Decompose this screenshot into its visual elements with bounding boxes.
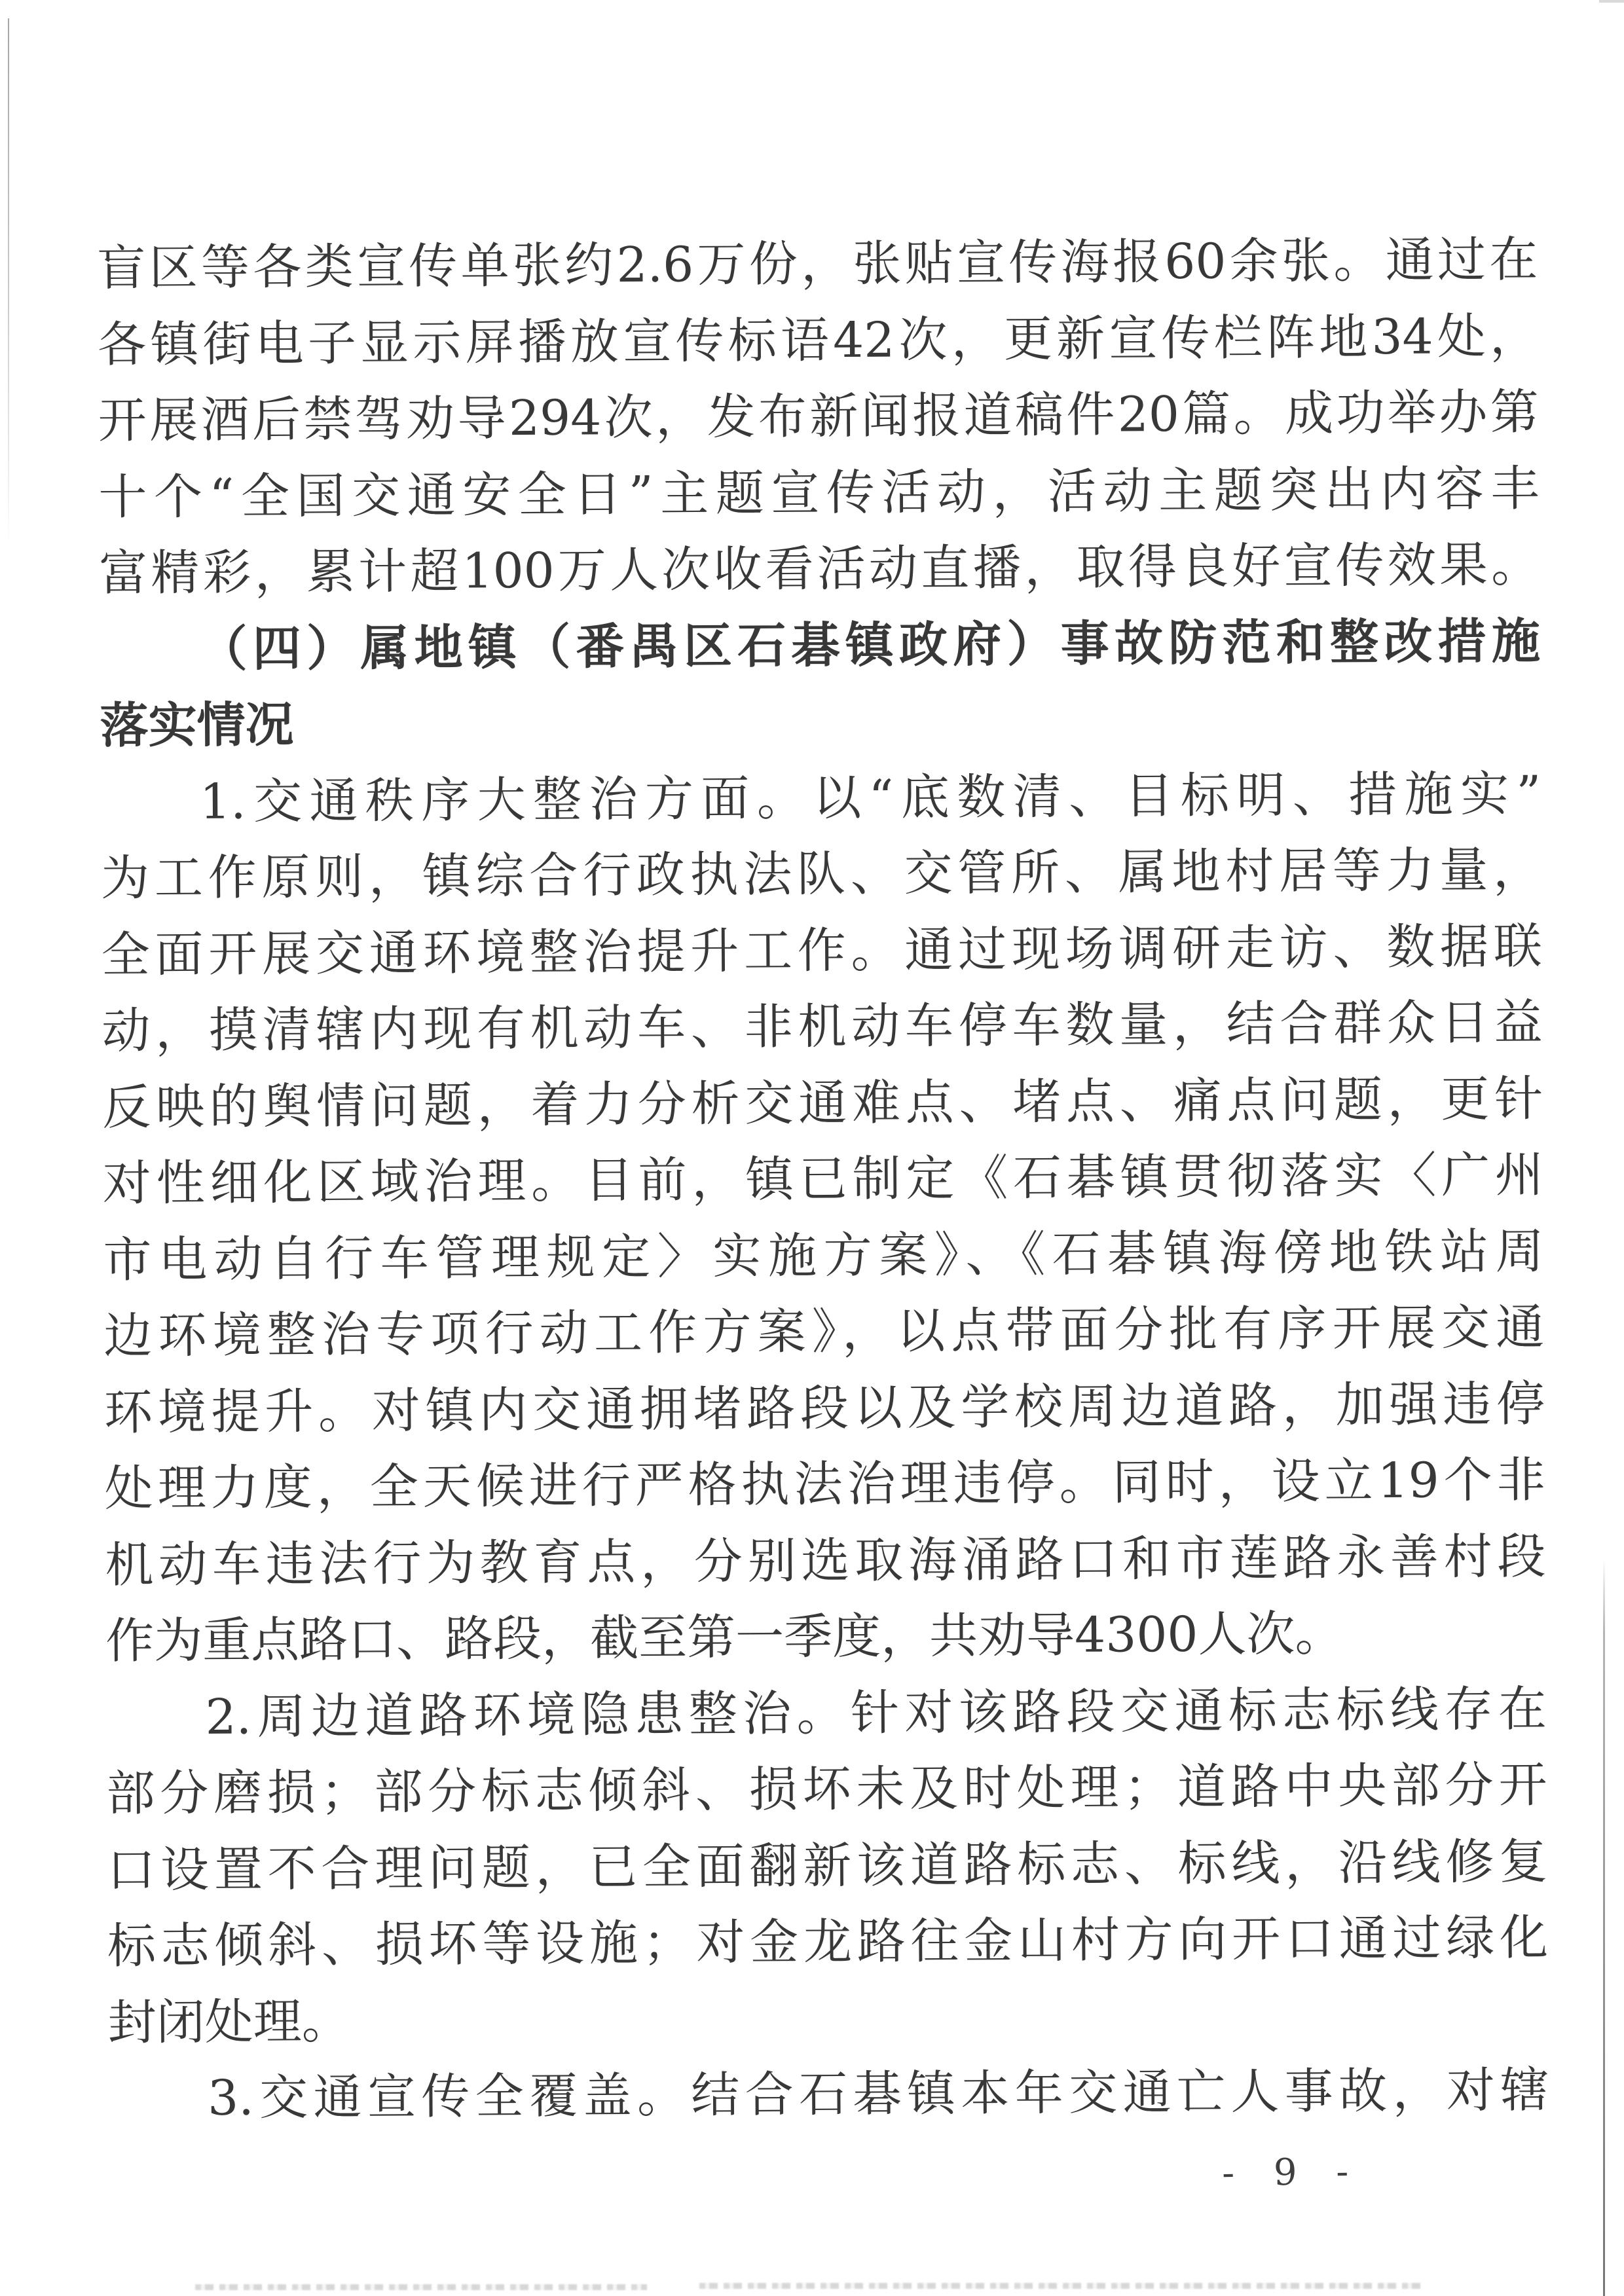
body-line: 全面开展交通环境整治提升工作。通过现场调研走访、数据联 xyxy=(101,918,1542,983)
bleed-through-text-strip xyxy=(699,2283,1426,2289)
scan-edge-line-right xyxy=(1603,1558,1605,2296)
body-line: 开展酒后禁驾劝导294次，发布新闻报道稿件20篇。成功举办第 xyxy=(98,384,1539,449)
section-heading-line: 落实情况 xyxy=(100,697,294,754)
body-line: 动，摸清辖内现有机动车、非机动车停车数量，结合群众日益 xyxy=(101,994,1543,1059)
body-line: 富精彩，累计超100万人次收看活动直播，取得良好宣传效果。 xyxy=(98,536,1540,602)
body-line: 盲区等各类宣传单张约2.6万份，张贴宣传海报60余张。通过在 xyxy=(97,231,1538,297)
body-line: 封闭处理。 xyxy=(107,1993,350,2051)
body-line: 1.交通秩序大整治方面。以“底数清、目标明、措施实” xyxy=(199,765,1541,830)
body-line: 3.交通宣传全覆盖。结合石碁镇本年交通亡人事故，对辖 xyxy=(207,2062,1549,2127)
body-line: 十个“全国交通安全日”主题宣传活动，活动主题突出内容丰 xyxy=(98,460,1540,526)
body-line: 边环境整治专项行动工作方案》，以点带面分批有序开展交通 xyxy=(103,1299,1545,1364)
body-line: 口设置不合理问题，已全面翻新该道路标志、标线，沿线修复 xyxy=(107,1833,1548,1899)
body-line: 各镇街电子显示屏播放宣传标语42次，更新宣传栏阵地34处， xyxy=(97,308,1539,373)
page-number: - 9 - xyxy=(1221,2150,1354,2195)
bleed-through-text-strip xyxy=(195,2284,647,2290)
body-line: 对性细化区域治理。目前，镇已制定《石碁镇贯彻落实〈广州 xyxy=(102,1146,1544,1212)
section-heading-line: （四）属地镇（番禺区石碁镇政府）事故防范和整改措施 xyxy=(198,613,1541,678)
scan-mark-top-right xyxy=(1599,0,1624,3)
body-line: 作为重点路口、路段，截至第一季度，共劝导4300人次。 xyxy=(105,1605,1344,1669)
body-line: 为工作原则，镇综合行政执法队、交管所、属地村居等力量， xyxy=(100,841,1542,907)
body-line: 反映的舆情问题，着力分析交通难点、堵点、痛点问题，更针 xyxy=(101,1070,1543,1136)
body-line: 2.周边道路环境隐患整治。针对该路段交通标志标线存在 xyxy=(205,1681,1547,1745)
body-line: 环境提升。对镇内交通拥堵路段以及学校周边道路，加强违停 xyxy=(103,1376,1545,1441)
body-line: 部分磨损；部分标志倾斜、损坏未及时处理；道路中央部分开 xyxy=(106,1757,1547,1822)
body-line: 标志倾斜、损坏等设施；对金龙路往金山村方向开口通过绿化 xyxy=(107,1909,1549,1975)
body-line: 机动车违法行为教育点，分别选取海涌路口和市莲路永善村段 xyxy=(105,1528,1546,1594)
scan-edge-line-left xyxy=(8,18,9,545)
document-body xyxy=(97,222,1549,2195)
body-line: 市电动自行车管理规定〉实施方案》、《石碁镇海傍地铁站周 xyxy=(103,1223,1544,1288)
body-line: 处理力度，全天候进行严格执法治理违停。同时，设立19个非 xyxy=(104,1451,1545,1517)
